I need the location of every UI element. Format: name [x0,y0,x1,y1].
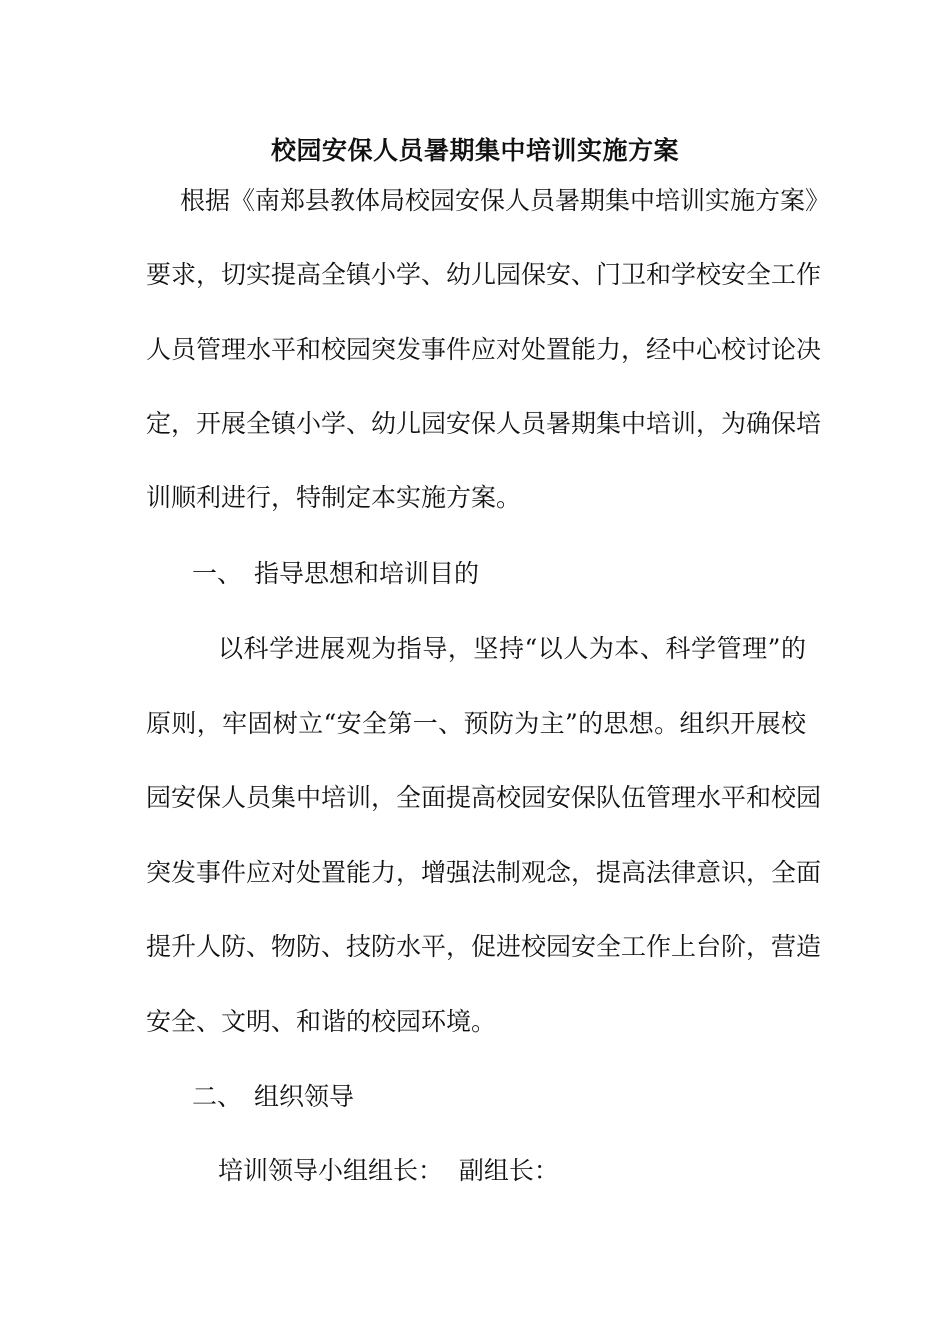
intro-line-2: 要求，切实提高全镇小学、幼儿园保安、门卫和学校安全工作 [146,260,822,289]
intro-line-3: 人员管理水平和校园突发事件应对处置能力，经中心校讨论决 [146,335,822,364]
section-1-line-3: 园安保人员集中培训，全面提高校园安保队伍管理水平和校园 [146,783,822,812]
section-2-number: 二、 [192,1082,243,1111]
section-1-line-5: 提升人防、物防、技防水平，促进校园安全工作上台阶，营造 [146,932,822,961]
intro-line-4: 定，开展全镇小学、幼儿园安保人员暑期集中培训，为确保培 [146,409,822,438]
section-1-line-1: 以科学进展观为指导，坚持“以人为本、科学管理”的 [218,634,806,663]
section-1-line-2: 原则，牢固树立“安全第一、预防为主”的思想。组织开展校 [146,709,806,738]
section-1-heading [192,556,479,592]
section-1-line-6: 安全、文明、和谐的校园环境。 [146,1007,497,1036]
intro-line-1: 根据《南郑县教体局校园安保人员暑期集中培训实施方案》 [180,186,831,215]
section-1-line-4: 突发事件应对处置能力，增强法制观念，提高法律意识，全面 [146,858,822,887]
intro-line-5: 训顺利进行，特制定本实施方案。 [146,483,522,512]
document-title: 校园安保人员暑期集中培训实施方案 [270,136,679,165]
section-1-number: 一、 [192,559,243,588]
section-2-leader-line: 培训领导小组组长： 副组长： [218,1156,559,1185]
section-2-title: 组织领导 [254,1082,355,1111]
section-1-title: 指导思想和培训目的 [254,559,480,588]
section-2-heading [192,1079,354,1115]
